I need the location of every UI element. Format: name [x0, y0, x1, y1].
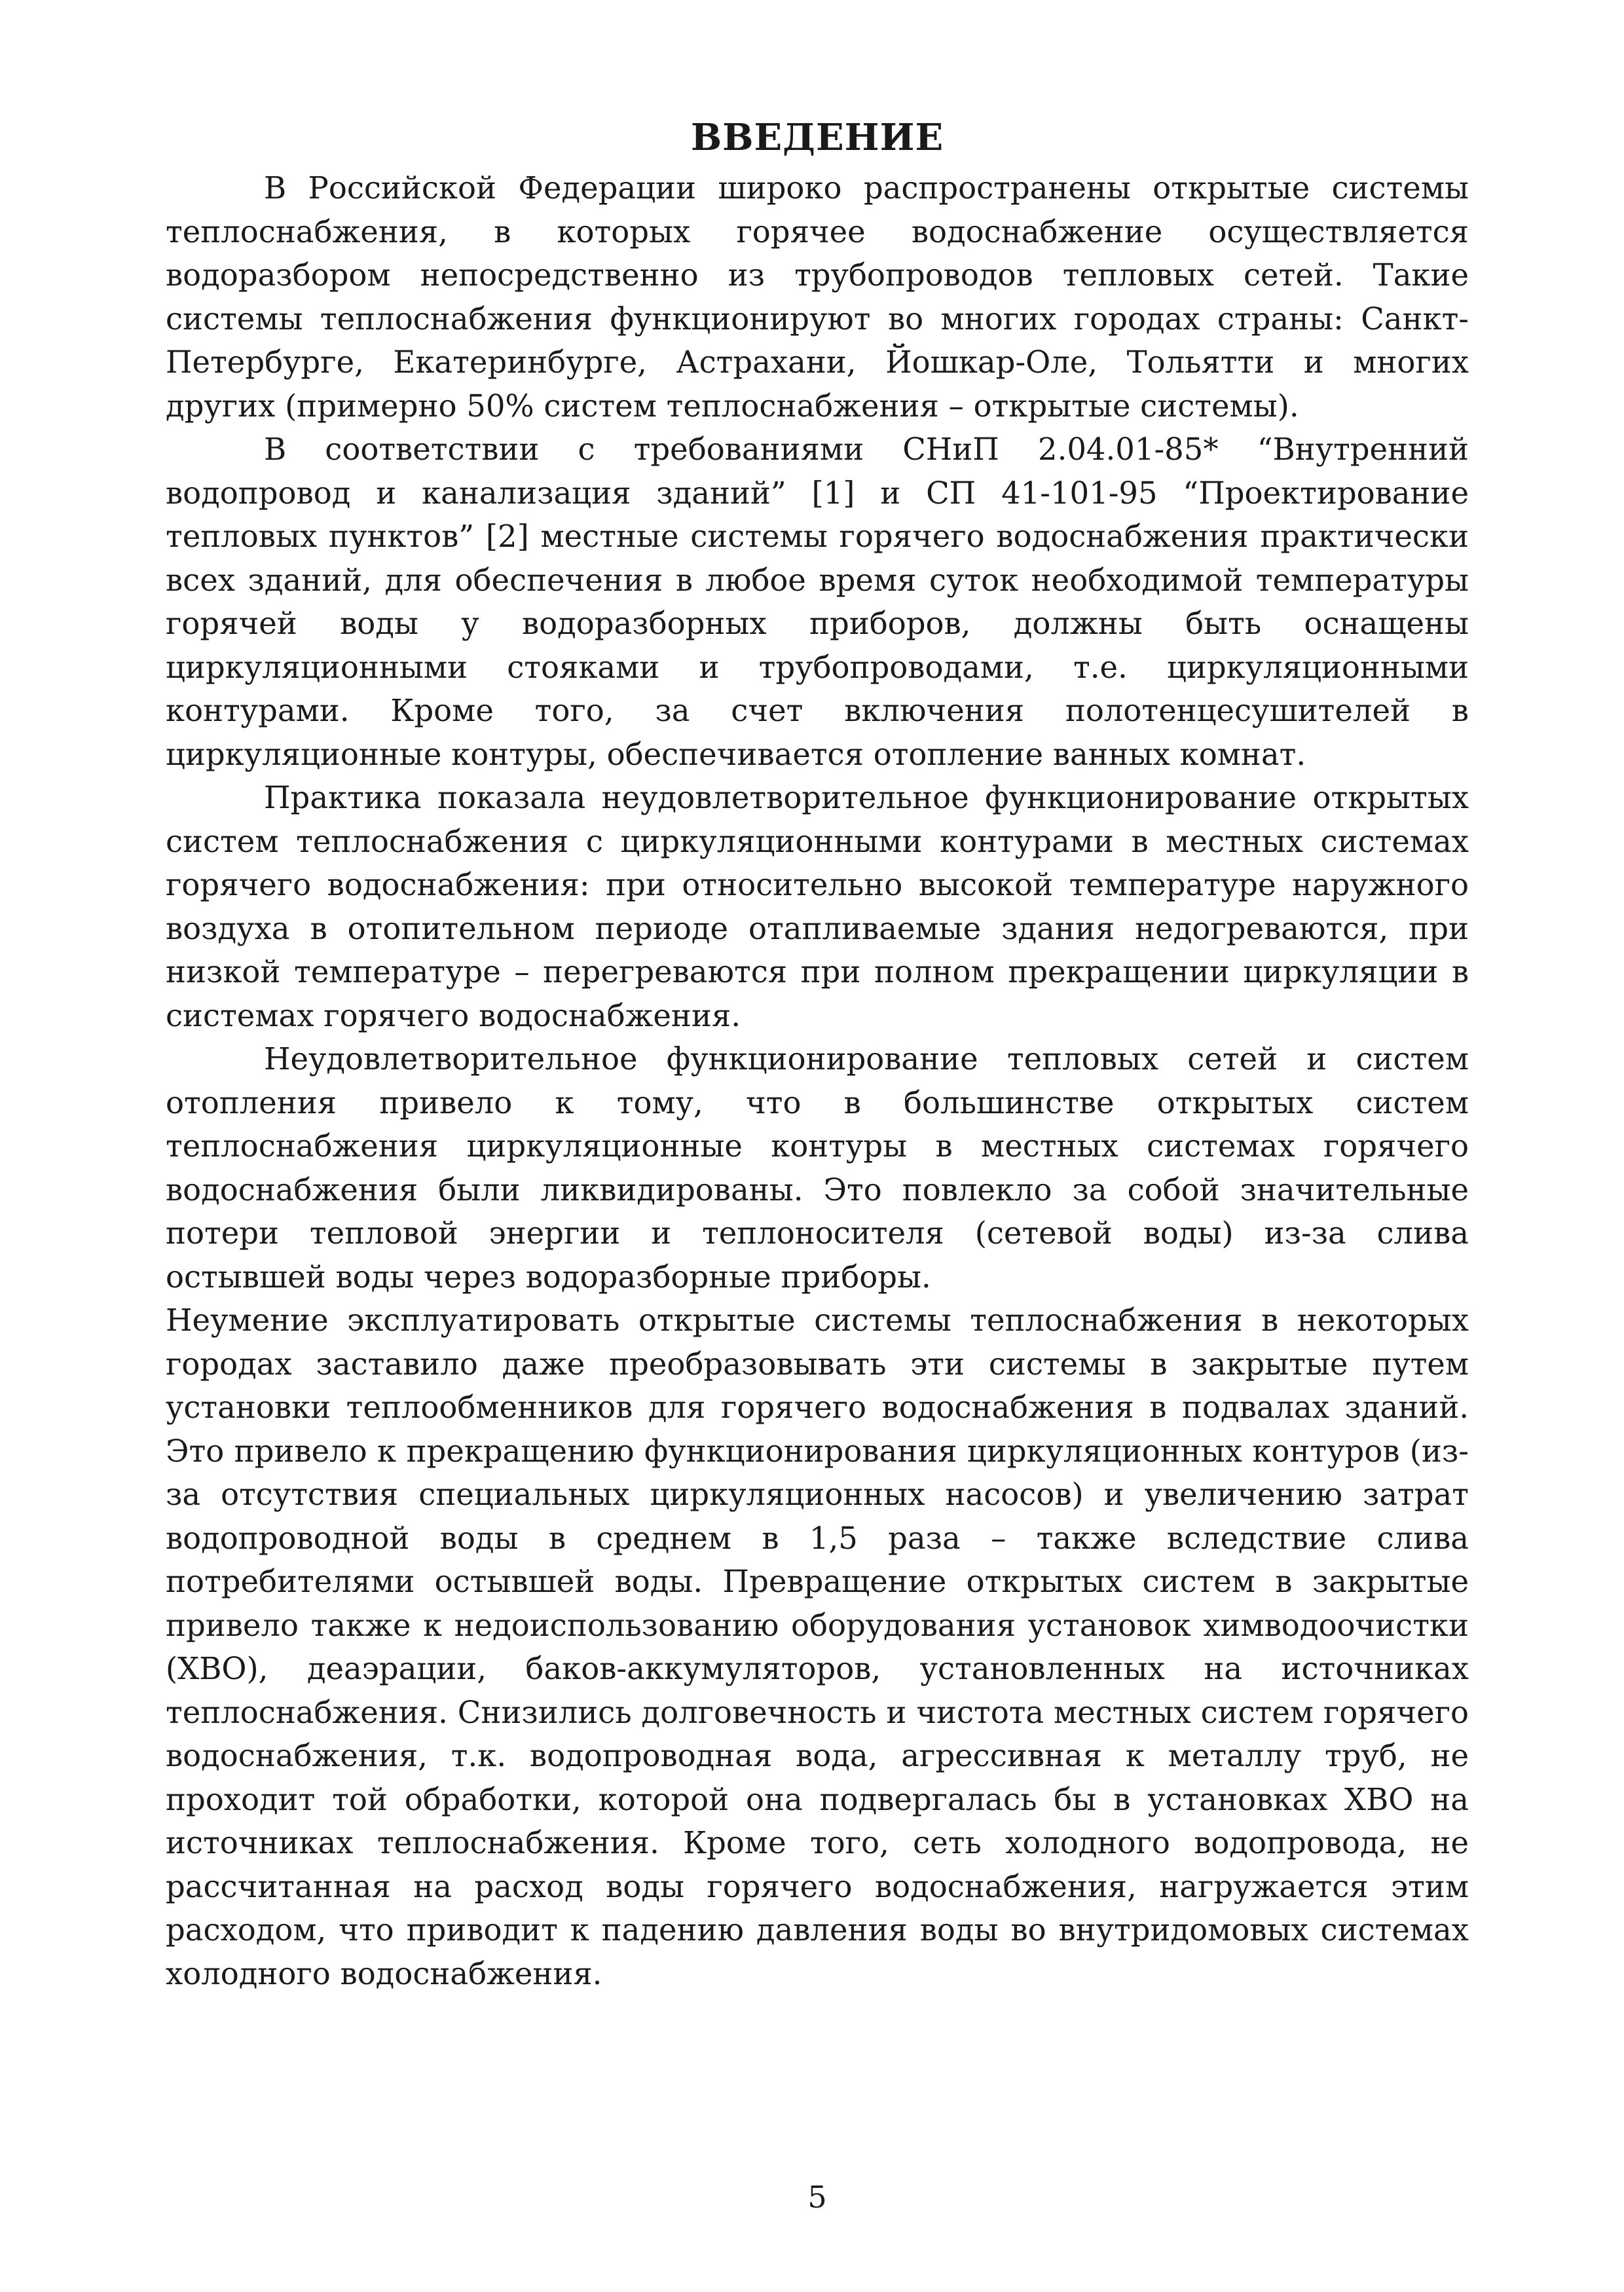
paragraph-consequences: Неудовлетворительное функционирование тепловых сетей и систем отопления привело к тому, что в большинстве открытых систем теплоснабжения циркуляционные контуры в местных системах горячего водоснабжения были ликвидированы. Это повлекло за собой значительные потери тепловой энергии и теплоносителя (сетевой воды) из-за слива остывшей воды через водоразборные приборы. [166, 1041, 1469, 1295]
document-page [166, 111, 1469, 2215]
paragraph-intro: В Российской Федерации широко распространены открытые системы теплоснабжения, в которых горячее водоснабжение осуществляется водоразбором непосредственно из трубопроводов тепловых сетей. Такие системы теплоснабжения функционируют во многих городах страны: Санкт-Петербурге, Екатеринбурге, Астрахани, Йошкар-Оле, Тольятти и многих других (примерно 50% систем теплоснабжения – открытые системы). [166, 170, 1469, 424]
page-number: 5 [807, 2179, 827, 2215]
paragraph-practice: Практика показала неудовлетворительное функционирование открытых систем теплоснабжения с циркуляционными контурами в местных системах горячего водоснабжения: при относительно высокой температуре наружного воздуха в отопительном периоде отапливаемые здания недогреваются, при низкой температуре – перегреваются при полном прекращении циркуляции в системах горячего водоснабжения. [166, 780, 1469, 1033]
paragraph-conversion: Неумение эксплуатировать открытые системы теплоснабжения в некоторых городах заставило даже преобразовывать эти системы в закрытые путем установки теплообменников для горячего водоснабжения в подвалах зданий. Это привело к прекращению функционирования циркуляционных контуров (из-за отсутствия специальных циркуляционных насосов) и увеличению затрат водопроводной воды в среднем в 1,5 раза – также вследствие слива потребителями остывшей воды. Превращение открытых систем в закрытые привело также к недоиспользованию оборудования установок химводоочистки (ХВО), деаэрации, баков-аккумуляторов, установленных на источниках теплоснабжения. Снизились долговечность и чистота местных систем горячего водоснабжения, т.к. водопроводная вода, агрессивная к металлу труб, не проходит той обработки, которой она подвергалась бы в установках ХВО на источниках теплоснабжения. Кроме того, сеть холодного водопровода, не рассчитанная на расход воды горячего водоснабжения, нагружается этим расходом, что приводит к падению давления воды во внутридомовых системах холодного водоснабжения. [166, 1303, 1469, 1991]
page-title: ВВЕДЕНИЕ [690, 116, 944, 159]
paragraph-regulations: В соответствии с требованиями СНиП 2.04.01-85* “Внутренний водопровод и канализация зданий” [1] и СП 41-101-95 “Проектирование тепловых пунктов” [2] местные системы горячего водоснабжения практически всех зданий, для обеспечения в любое время суток необходимой температуры горячей воды у водоразборных приборов, должны быть оснащены циркуляционными стояками и трубопроводами, т.е. циркуляционными контурами. Кроме того, за счет включения полотенцесушителей в циркуляционные контуры, обеспечивается отопление ванных комнат. [166, 432, 1469, 772]
